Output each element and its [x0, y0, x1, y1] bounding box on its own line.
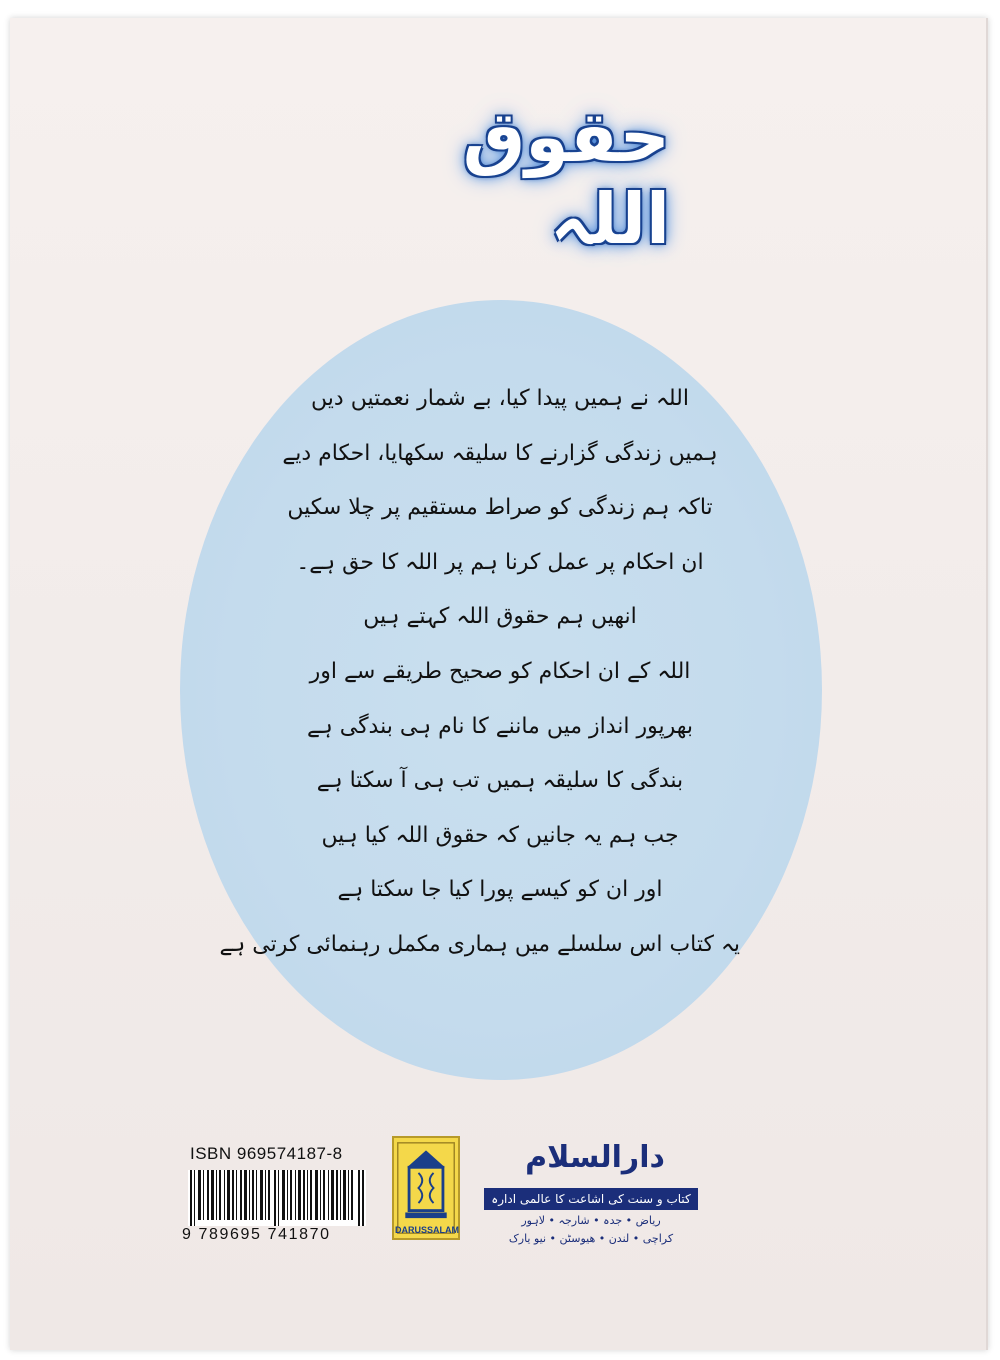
description-line: اللہ کے ان احکام کو صحیح طریقے سے اور: [309, 658, 691, 684]
description-line: جب ہم یہ جانیں کہ حقوق اللہ کیا ہیں: [321, 822, 679, 848]
description-line: ان احکام پر عمل کرنا ہم پر اللہ کا حق ہے۔: [296, 549, 704, 575]
description-line: تاکہ ہم زندگی کو صراط مستقیم پر چلا سکیں: [287, 495, 713, 521]
description-line: انھیں ہم حقوق اللہ کہتے ہیں: [363, 604, 637, 630]
logo-caption: DARUSSALAM: [395, 1225, 459, 1235]
description-line: ہمیں زندگی گزارنے کا سلیقہ سکھایا، احکام دیے: [282, 440, 718, 466]
description-text-block: [219, 372, 740, 973]
publisher-cities-line-1: ریاض • جدہ • شارجہ • لاہور: [521, 1214, 661, 1227]
description-line: اور ان کو کیسے پورا کیا جا سکتا ہے: [337, 877, 663, 903]
publisher-cities-line-2: کراچی • لندن • هیوسٹن • نیو یارک: [508, 1232, 674, 1245]
publisher-tagline: کتاب و سنت کی اشاعت کا عالمی ادارہ: [484, 1188, 698, 1210]
description-line: اللہ نے ہمیں پیدا کیا، بے شمار نعمتیں دیں: [311, 386, 689, 411]
description-line: یہ کتاب اس سلسلے میں ہماری مکمل رہنمائی کرتی ہے: [219, 931, 740, 957]
isbn-label: ISBN 969574187-8: [190, 1144, 343, 1163]
description-line: بندگی کا سلیقہ ہمیں تب ہی آ سکتا ہے: [316, 768, 684, 794]
description-line: بھرپور انداز میں ماننے کا نام ہی بندگی ہے: [306, 713, 694, 739]
publisher-name: دارالسلام: [525, 1140, 665, 1175]
barcode-icon: [188, 1170, 366, 1226]
barcode-digits: 9 789695 741870: [182, 1226, 331, 1243]
book-title: حقوق اللہ: [462, 96, 670, 260]
